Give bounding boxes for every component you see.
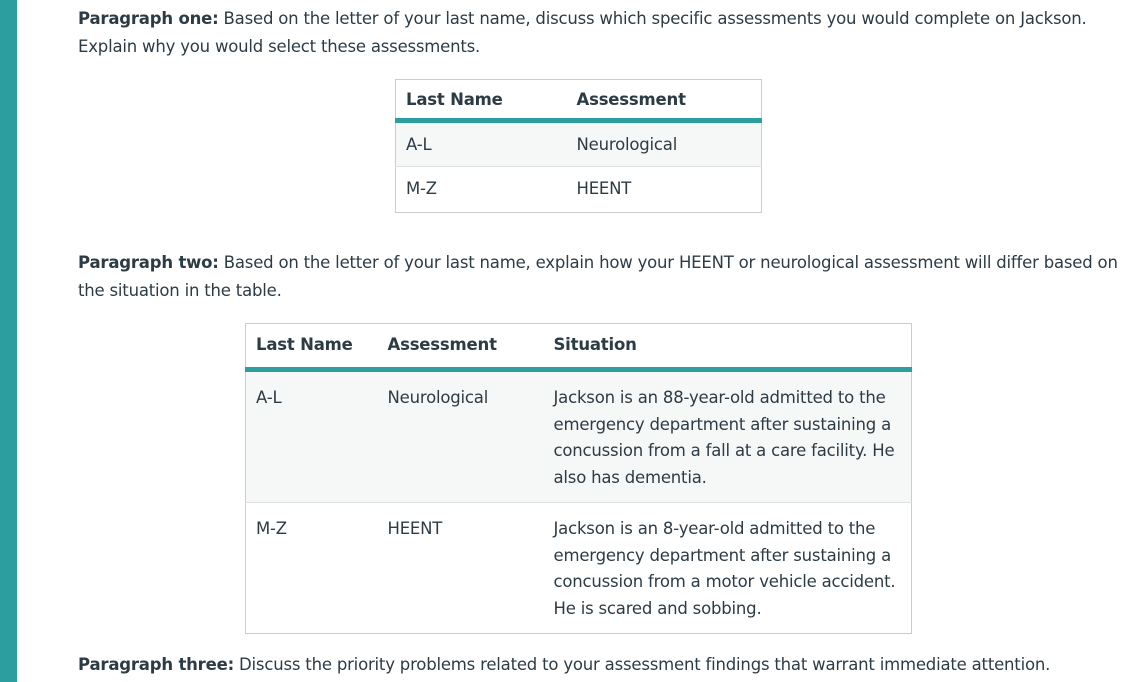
table-cell-assessment: Neurological [378, 370, 544, 503]
table-cell-last-name: A-L [396, 121, 567, 167]
table-row [246, 370, 912, 503]
situation-table [245, 323, 912, 634]
table-header-row [246, 324, 912, 370]
paragraph-three [78, 651, 1123, 679]
paragraph-three-heading: Paragraph three: [78, 655, 234, 674]
table-cell-situation: Jackson is an 88-year-old admitted to the emergency department after sustaining a concussion from a fall at a care facility. He also has dementia. [544, 370, 912, 503]
column-header-situation: Situation [544, 324, 912, 370]
table-row [246, 503, 912, 634]
assessment-table [395, 79, 762, 213]
table-row [396, 167, 762, 213]
paragraph-two [78, 249, 1123, 305]
left-accent-bar [0, 0, 17, 682]
table-cell-assessment: Neurological [567, 121, 762, 167]
table-cell-last-name: M-Z [246, 503, 378, 634]
table-cell-assessment: HEENT [567, 167, 762, 213]
column-header-last-name: Last Name [396, 80, 567, 121]
table-cell-last-name: M-Z [396, 167, 567, 213]
column-header-assessment: Assessment [567, 80, 762, 121]
column-header-assessment: Assessment [378, 324, 544, 370]
paragraph-one-heading: Paragraph one: [78, 9, 219, 28]
paragraph-two-heading: Paragraph two: [78, 253, 219, 272]
table-cell-situation: Jackson is an 8-year-old admitted to the emergency department after sustaining a concussion from a motor vehicle accident. He is scared and sobbing. [544, 503, 912, 634]
paragraph-three-text: Discuss the priority problems related to your assessment findings that warrant immediate attention. [234, 655, 1051, 674]
paragraph-two-text: Based on the letter of your last name, explain how your HEENT or neurological assessment will differ based on the situation in the table. [78, 253, 1118, 300]
table-row [396, 121, 762, 167]
table-header-row [396, 80, 762, 121]
paragraph-one [78, 5, 1123, 61]
column-header-last-name: Last Name [246, 324, 378, 370]
table-cell-assessment: HEENT [378, 503, 544, 634]
table-cell-last-name: A-L [246, 370, 378, 503]
paragraph-one-text: Based on the letter of your last name, discuss which specific assessments you would complete on Jackson. Explain why you would select these assessments. [78, 9, 1087, 56]
